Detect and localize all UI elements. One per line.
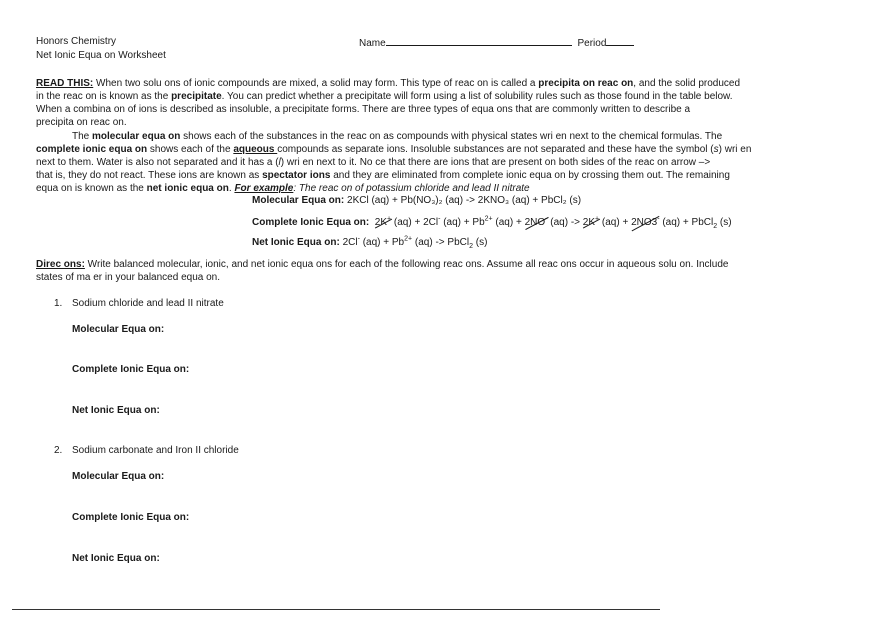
problem-2-net-label: Net Ionic Equa on: bbox=[72, 553, 160, 564]
directions-line-2: states of ma er in your balanced equa on. bbox=[36, 272, 221, 283]
intro-line-6: complete ionic equa on shows each of the aqueous compounds as separate ions. Insoluble substances are not separated and these have the symbol (s) wri en bbox=[36, 144, 752, 155]
example-complete-ionic-equation: Complete Ionic Equa on: 2K+ (aq) + 2Cl- $(aq) + Pb^{2+}$ (aq) + 2NO- (aq) -> 2K+ (aq) + 2NO3- (aq) + PbCl$_2$ (s) bbox=[252, 215, 732, 230]
crossed-spectator-ion: 2NO- bbox=[524, 215, 548, 228]
example-molecular-equation: Molecular Equa on: 2KCl (aq) + Pb(NO₃)₂ (aq) -> 2KNO₃ (aq) + PbCl₂ (s) bbox=[252, 195, 582, 206]
name-blank[interactable] bbox=[386, 36, 572, 46]
problem-2-molecular-label: Molecular Equa on: bbox=[72, 471, 165, 482]
problem-1-complete-label: Complete Ionic Equa on: bbox=[72, 364, 190, 375]
intro-line-8: that is, they do not react. These ions are known as spectator ions and they are eliminated from complete ionic equa on by crossing them out. The remaining bbox=[36, 170, 730, 181]
intro-line-5: The molecular equa on shows each of the substances in the reac on as compounds with physical states wri en next to the chemical formulas. The bbox=[72, 131, 723, 142]
course-name: Honors Chemistry bbox=[36, 36, 117, 47]
intro-line-2: in the reac on is known as the precipitate. You can predict whether a precipitate will form using a list of solubility rules such as those found in the table below. bbox=[36, 91, 733, 102]
directions-label: Direc ons: bbox=[36, 259, 85, 270]
intro-line-4: precipita on reac on. bbox=[36, 117, 127, 128]
problem-2-number: 2. bbox=[54, 445, 63, 456]
problem-1-number: 1. bbox=[54, 298, 63, 309]
intro-line-7: next to them. Water is also not separated and it has a (l) wri en next to it. No ce that there are ions that are present on both sides of the reac on arrow –> bbox=[36, 157, 711, 168]
period-blank[interactable] bbox=[606, 36, 634, 46]
intro-line-1: READ THIS: When two solu ons of ionic compounds are mixed, a solid may form. This type of reac on is called a precipita on reac on, and the solid produced bbox=[36, 78, 741, 89]
read-this-label: READ THIS: bbox=[36, 78, 94, 89]
problem-2-complete-label: Complete Ionic Equa on: bbox=[72, 512, 190, 523]
directions-line-1: Direc ons: Write balanced molecular, ionic, and net ionic equa ons for each of the following reac ons. Assume all reac ons occur in aqueous solu on. Include bbox=[36, 259, 729, 270]
period-label: Period bbox=[577, 38, 607, 49]
problem-2-title: Sodium carbonate and Iron II chloride bbox=[72, 445, 239, 456]
page-divider bbox=[12, 609, 660, 610]
problem-1-molecular-label: Molecular Equa on: bbox=[72, 324, 165, 335]
intro-line-3: When a combina on of ions is described as insoluble, a precipitate forms. There are three types of equa ons that are commonly written to describe a bbox=[36, 104, 691, 115]
crossed-spectator-ion: 2K+ bbox=[582, 215, 600, 228]
crossed-spectator-ion: 2NO3- bbox=[631, 215, 660, 228]
problem-1-net-label: Net Ionic Equa on: bbox=[72, 405, 160, 416]
example-net-ionic-equation: Net Ionic Equa on: 2Cl- $(aq) + Pb^{2+}$ (aq) -> PbCl$_2$ (s) bbox=[252, 235, 488, 250]
crossed-spectator-ion: 2K+ bbox=[374, 215, 392, 228]
problem-1-title: Sodium chloride and lead II nitrate bbox=[72, 298, 224, 309]
name-field[interactable] bbox=[359, 36, 634, 49]
name-label: Name bbox=[359, 38, 386, 49]
for-example-label: For example bbox=[234, 183, 294, 194]
intro-line-9: equa on is known as the net ionic equa on. For example: The reac on of potassium chloride and lead II nitrate bbox=[36, 183, 530, 194]
worksheet-title: Net Ionic Equa on Worksheet bbox=[36, 50, 166, 61]
